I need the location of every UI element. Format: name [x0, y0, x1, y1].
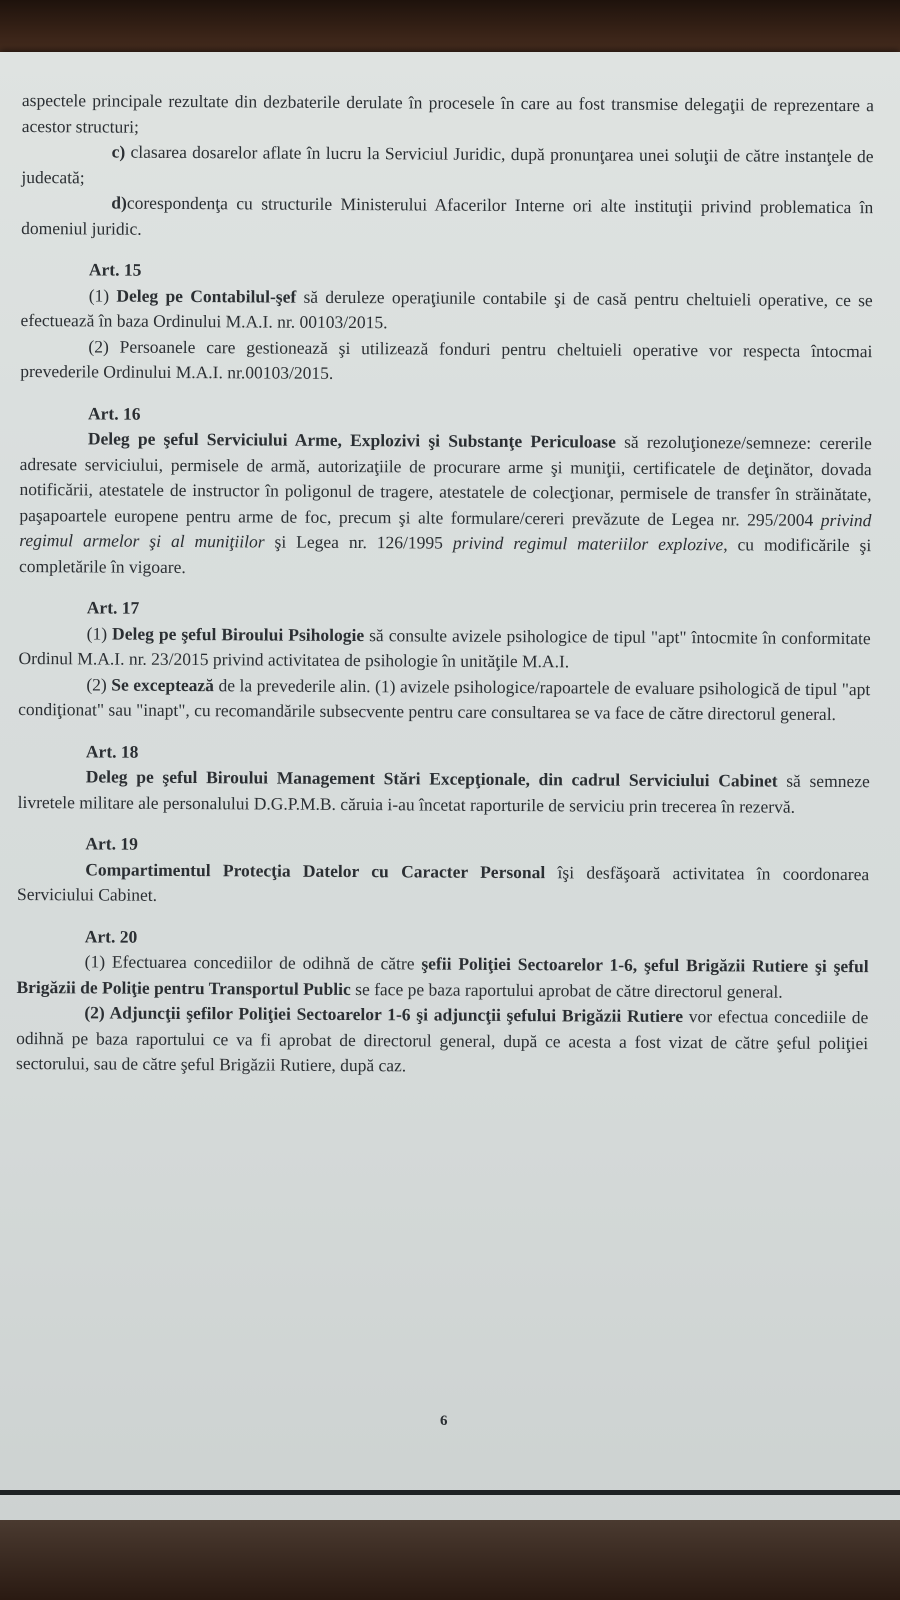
art-16-heading: Art. 16	[87, 402, 141, 424]
art-15-heading: Art. 15	[88, 259, 142, 280]
art-19-paragraph: Compartimentul Protecţia Datelor cu Caracter Personal îşi desfăşoară activitatea în coordonarea Serviciului Cabinet.	[17, 858, 870, 905]
art-16-paragraph: Deleg pe şeful Serviciului Arme, Explozivi şi Substanţe Periculoase să rezoluţioneze/semneze: cererile adresate serviciului, permisele de armă, autorizaţiile de procurare arme şi muniţii, certificatele de deţinător, dovada notificării, atestatele de instructor în poligonul de tragere, atestatele de colecţionar, permisele de transfer în străinătate, paşapoartele europene pentru arme de foc, precum şi alte formulare/cereri prevăzute de Legea nr. 295/2004 privind regimul armelor şi al muniţiilor şi Legea nr. 126/1995 privind regimul materiilor explozive, cu modificările şi completările în vigoare.	[19, 428, 872, 577]
art-15-paragraph-2: (2) Persoanele care gestionează şi utilizează fonduri pentru cheltuieli operative vor respecta întocmai prevederile Ordinului M.A.I. nr.00103/2015.	[20, 335, 873, 383]
art-17-heading: Art. 17	[86, 597, 140, 618]
art-18-heading: Art. 18	[85, 740, 139, 762]
page-number: 6	[440, 1413, 448, 1429]
intro-item-d: d)corespondenţa cu structurile Ministerului Afacerilor Interne ori alte instituţii privind problematica în domeniul juridic.	[21, 192, 874, 239]
art-17-paragraph-1: (1) Deleg pe şeful Biroului Psihologie să consulte avizele psihologice de tipul "apt" întocmite în conformitate Ordinul M.A.I. nr. 23/2015 privind activitatea de psihologie în unităţile M.A.I.	[18, 622, 871, 672]
art-15-paragraph-1: (1) Deleg pe Contabilul-şef să deruleze operaţiunile contabile şi de casă pentru cheltuieli operative, ce se efectuează în baza Ordinului M.A.I. nr. 00103/2015.	[20, 284, 873, 333]
intro-continuation: aspectele principale rezultate din dezbaterile derulate în procesele în care au fost transmise delegaţii de reprezentare a acestor structuri;	[21, 89, 874, 137]
art-19-heading: Art. 19	[85, 833, 138, 854]
art-20-paragraph-2: (2) Adjuncţii şefilor Poliţiei Sectoarelor 1-6 şi adjuncţii şefului Brigăzii Rutiere vor efectua concediile de odihnă pe baza raportului ce va fi aprobat de directorul general, după ce acesta a fost vizat de către şeful poliţiei sectorului, sau de către şeful Brigăzii Rutiere, după caz.	[15, 1002, 869, 1076]
intro-item-c: c) clasarea dosarelor aflate în lucru la Serviciul Juridic, după pronunţarea unei soluţii de către instanţele de judecată;	[21, 141, 874, 187]
art-20-heading: Art. 20	[84, 925, 138, 947]
art-20-paragraph-1: (1) Efectuarea concediilor de odihnă de către şefii Poliţiei Sectoarelor 1-6, şeful Brigăzii Rutiere şi şeful Brigăzii de Poliţie pentru Transportul Public se face pe baza raportului aprobat de către directorul general.	[16, 951, 869, 1002]
art-17-paragraph-2: (2) Se exceptează de la prevederile alin. (1) avizele psihologice/rapoartele de evaluare psihologică de tipul "apt condiţionat" sau "inapt", cu recomandările subsecvente pentru care consultarea se va face de către directorul general.	[18, 673, 871, 724]
background-bottom	[0, 1520, 900, 1600]
document-body	[16, 88, 874, 1082]
art-18-paragraph: Deleg pe şeful Biroului Management Stări Excepţionale, din cadrul Serviciului Cabinet să semneze livretele militare ale personalului D.G.P.M.B. căruia i-au încetat raporturile de serviciu prin trecerea în rezervă.	[17, 766, 870, 817]
background-top	[0, 0, 900, 60]
page-bottom-rule	[0, 1490, 900, 1495]
